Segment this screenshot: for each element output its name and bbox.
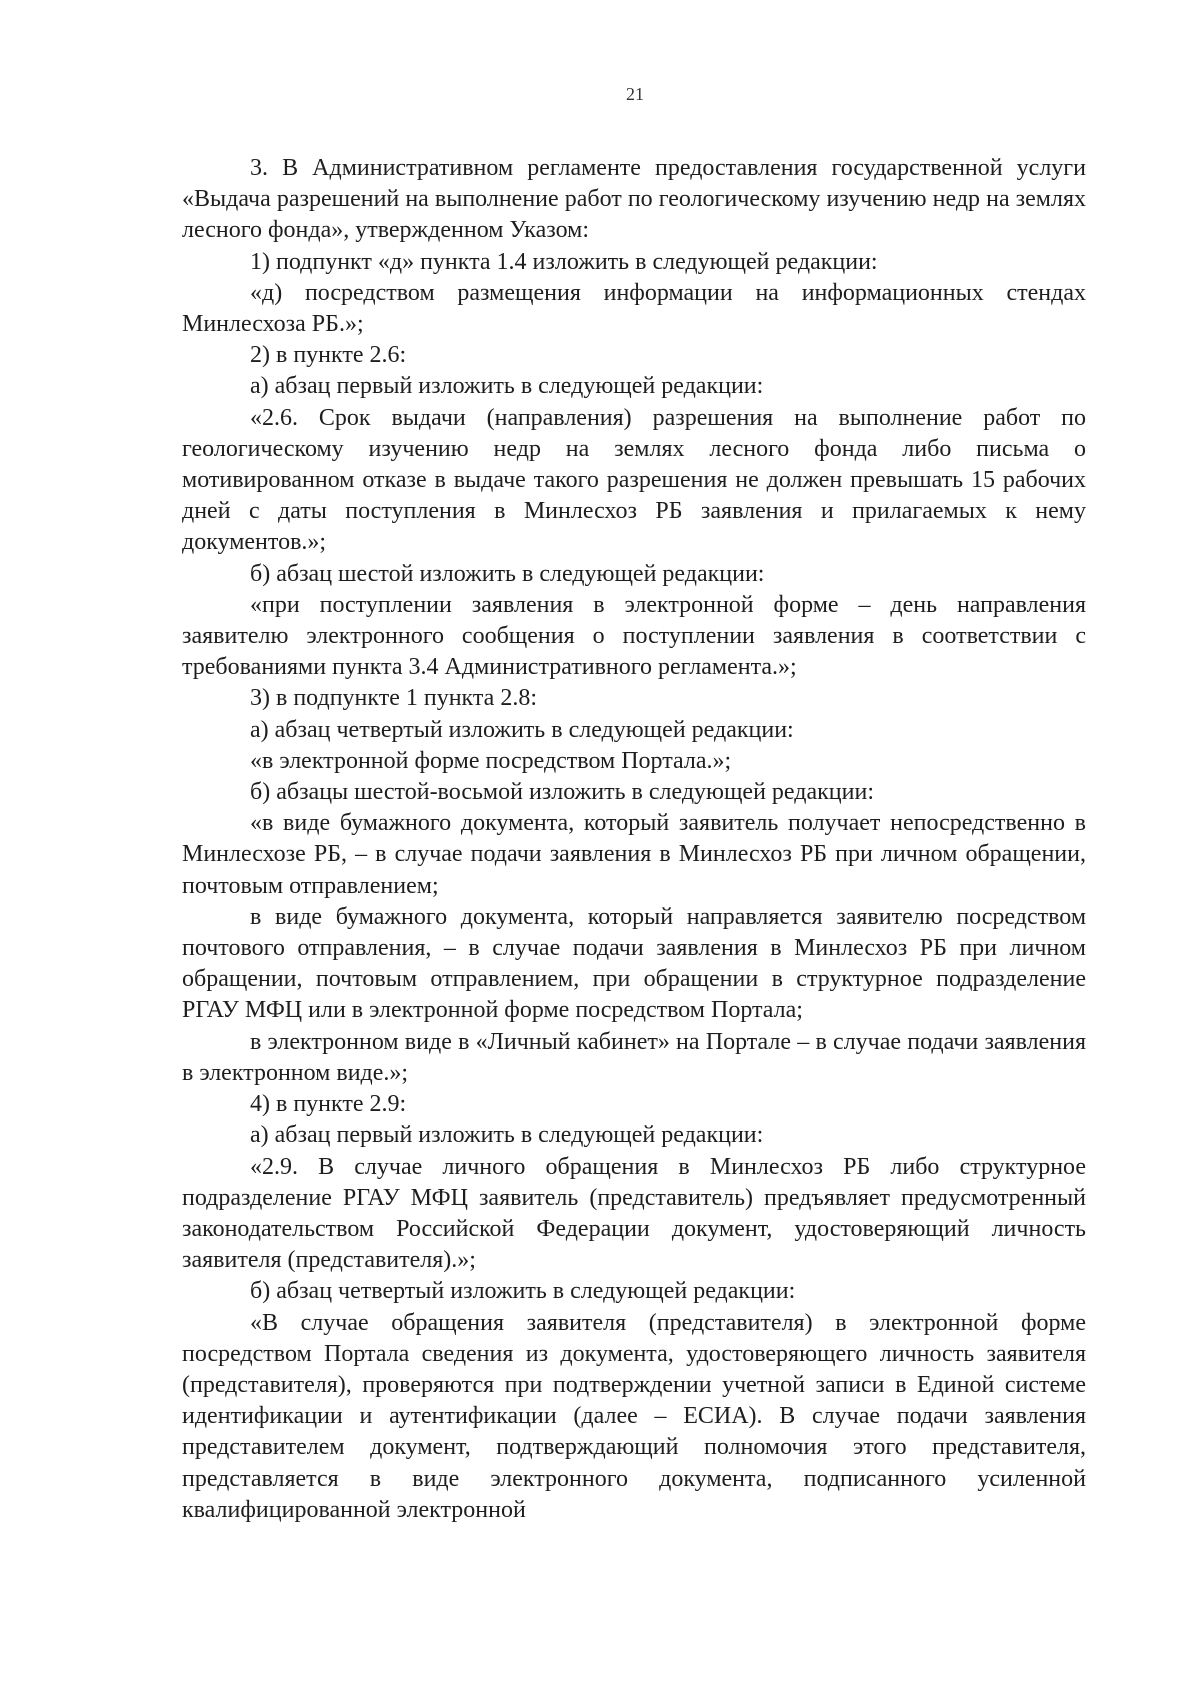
paragraph: 3. В Административном регламенте предоставления государственной услуги «Выдача разрешений на выполнение работ по геологическому изучению недр на землях лесного фонда», утвержденном Указом: (182, 155, 1086, 244)
paragraph: а) абзац четвертый изложить в следующей редакции: (250, 716, 794, 743)
paragraph: «в электронной форме посредством Портала.»; (250, 747, 732, 774)
paragraph: в виде бумажного документа, который направляется заявителю посредством почтового отправления, – в случае подачи заявления в Минлесхоз РБ при личном обращении, почтовым отправлением, при обращении в структурное подразделение РГАУ МФЦ или в электронной форме посредством Портала; (182, 903, 1086, 1024)
document-body (182, 153, 1086, 1526)
paragraph: «В случае обращения заявителя (представителя) в электронной форме посредством Портала сведения из документа, удостоверяющего личность заявителя (представителя), проверяются при подтверждении учетной записи в Единой системе идентификации и аутентификации (далее – ЕСИА). В случае подачи заявления представителем документ, подтверждающий полномочия этого представителя, представляется в виде электронного документа, подписанного усиленной квалифицированной электронной (182, 1309, 1086, 1523)
paragraph: б) абзац шестой изложить в следующей редакции: (250, 560, 765, 587)
paragraph: «2.6. Срок выдачи (направления) разрешения на выполнение работ по геологическому изучению недр на землях лесного фонда либо письма о мотивированном отказе в выдаче такого разрешения не должен превышать 15 рабочих дней с даты поступления в Минлесхоз РБ заявления и прилагаемых к нему документов.»; (182, 404, 1086, 556)
page-number: 21 (626, 84, 644, 104)
paragraph: «при поступлении заявления в электронной форме – день направления заявителю электронного сообщения о поступлении заявления в соответствии с требованиями пункта 3.4 Административного регламента.»; (182, 591, 1086, 681)
paragraph: 3) в подпункте 1 пункта 2.8: (250, 685, 537, 712)
paragraph: «д) посредством размещения информации на информационных стендах Минлесхоза РБ.»; (182, 279, 1086, 338)
paragraph: 4) в пункте 2.9: (250, 1091, 407, 1118)
paragraph: 2) в пункте 2.6: (250, 342, 407, 369)
paragraph: а) абзац первый изложить в следующей редакции: (250, 1122, 764, 1149)
paragraph: б) абзац четвертый изложить в следующей редакции: (250, 1278, 796, 1305)
paragraph: 1) подпункт «д» пункта 1.4 изложить в следующей редакции: (250, 248, 878, 275)
paragraph: а) абзац первый изложить в следующей редакции: (250, 373, 764, 400)
paragraph: «2.9. В случае личного обращения в Минлесхоз РБ либо структурное подразделение РГАУ МФЦ заявитель (представитель) предъявляет предусмотренный законодательством Российской Федерации документ, удостоверяющий личность заявителя (представителя).»; (182, 1153, 1086, 1274)
paragraph: б) абзацы шестой-восьмой изложить в следующей редакции: (250, 779, 874, 806)
paragraph: «в виде бумажного документа, который заявитель получает непосредственно в Минлесхозе РБ, – в случае подачи заявления в Минлесхоз РБ при личном обращении, почтовым отправлением; (182, 810, 1086, 899)
paragraph: в электронном виде в «Личный кабинет» на Портале – в случае подачи заявления в электронном виде.»; (182, 1028, 1086, 1086)
